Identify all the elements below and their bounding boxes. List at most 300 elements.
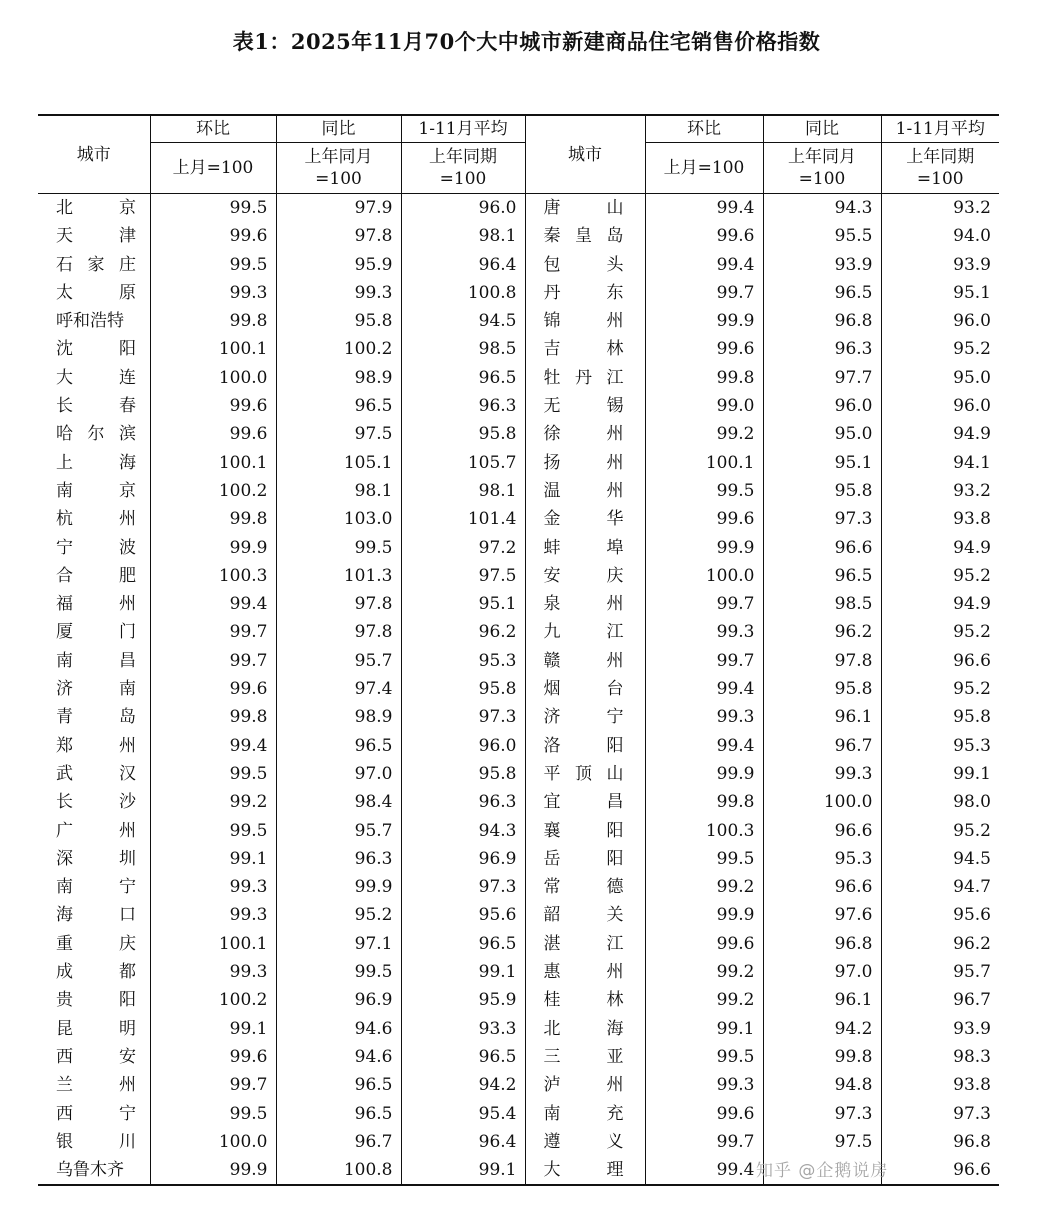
city-name: 金 华 (543, 509, 624, 530)
city-name: 安 庆 (543, 565, 624, 586)
yoy-cell: 95.7 (276, 817, 401, 845)
city-name: 海 口 (56, 905, 136, 926)
yoy-cell: 96.3 (763, 335, 881, 363)
table-row (38, 364, 999, 392)
avg-cell: 94.7 (881, 873, 999, 901)
city-name: 成 都 (56, 962, 136, 983)
yoy-cell: 95.8 (763, 675, 881, 703)
mom-cell: 100.0 (150, 364, 276, 392)
yoy-cell: 105.1 (276, 449, 401, 477)
avg-cell: 99.1 (881, 760, 999, 788)
table-row (38, 1100, 999, 1128)
city-cell (38, 335, 150, 363)
yoy-cell: 96.8 (763, 930, 881, 958)
yoy-cell: 96.9 (276, 986, 401, 1014)
avg-cell: 96.8 (881, 1128, 999, 1156)
mom-cell: 99.4 (645, 251, 763, 279)
city-name: 合 肥 (56, 565, 136, 586)
mom-cell: 99.9 (150, 534, 276, 562)
table-row (38, 901, 999, 929)
avg-cell: 97.2 (401, 534, 525, 562)
table-row (38, 647, 999, 675)
city-cell (38, 1156, 150, 1185)
city-name: 深 圳 (56, 848, 136, 869)
yoy-cell: 97.0 (276, 760, 401, 788)
city-cell (38, 986, 150, 1014)
city-cell (38, 675, 150, 703)
city-cell (525, 1015, 645, 1043)
city-name: 西 宁 (56, 1103, 136, 1124)
mom-cell: 100.3 (645, 817, 763, 845)
city-cell (38, 222, 150, 250)
avg-cell: 96.3 (401, 392, 525, 420)
yoy-cell: 96.0 (763, 392, 881, 420)
yoy-cell: 97.7 (763, 364, 881, 392)
mom-header-right: 环比 (645, 115, 763, 143)
yoy-cell: 97.4 (276, 675, 401, 703)
table-title: 表1：2025年11月70个大中城市新建商品住宅销售价格指数 (232, 29, 821, 54)
mom-cell: 99.1 (150, 1015, 276, 1043)
avg-cell: 96.2 (881, 930, 999, 958)
yoy-cell: 97.0 (763, 958, 881, 986)
watermark: 知乎 @企鹅说房 (756, 1161, 889, 1181)
avg-cell: 96.0 (401, 194, 525, 223)
city-name: 厦 门 (56, 622, 136, 643)
yoy-cell: 97.8 (763, 647, 881, 675)
avg-cell: 95.2 (881, 618, 999, 646)
yoy-cell: 99.5 (276, 534, 401, 562)
yoy-cell: 96.6 (763, 534, 881, 562)
avg-cell: 96.3 (401, 788, 525, 816)
avg-cell: 95.4 (401, 1100, 525, 1128)
city-name: 遵 义 (543, 1131, 624, 1152)
yoy-cell: 95.8 (763, 477, 881, 505)
city-cell (525, 420, 645, 448)
mom-cell: 99.5 (150, 251, 276, 279)
city-cell (38, 307, 150, 335)
mom-cell: 99.7 (150, 647, 276, 675)
yoy-base-left: 上年同月 =100 (276, 143, 401, 194)
yoy-cell: 93.9 (763, 251, 881, 279)
city-cell (38, 534, 150, 562)
avg-cell: 96.6 (881, 1156, 999, 1185)
avg-cell: 96.5 (401, 364, 525, 392)
avg-cell: 94.9 (881, 420, 999, 448)
city-cell (38, 760, 150, 788)
mom-cell: 100.3 (150, 562, 276, 590)
avg-header-right: 1-11月平均 (881, 115, 999, 143)
yoy-cell: 98.9 (276, 364, 401, 392)
mom-cell: 99.4 (645, 675, 763, 703)
avg-cell: 95.1 (881, 279, 999, 307)
city-cell (38, 647, 150, 675)
city-name: 烟 台 (543, 679, 624, 700)
mom-cell: 99.6 (150, 420, 276, 448)
avg-cell: 95.2 (881, 817, 999, 845)
yoy-cell: 94.6 (276, 1015, 401, 1043)
avg-cell: 95.3 (881, 732, 999, 760)
mom-cell: 99.6 (645, 335, 763, 363)
city-name: 长 春 (56, 396, 136, 417)
yoy-cell: 95.7 (276, 647, 401, 675)
city-name: 洛 阳 (543, 735, 624, 756)
city-name: 常 德 (543, 877, 624, 898)
city-name: 郑 州 (56, 735, 136, 756)
city-name: 南 昌 (56, 650, 136, 671)
city-name: 杭 州 (56, 509, 136, 530)
city-cell (38, 420, 150, 448)
city-cell (525, 279, 645, 307)
city-cell (525, 1156, 645, 1185)
table-row (38, 562, 999, 590)
avg-cell: 95.2 (881, 675, 999, 703)
yoy-cell: 96.5 (276, 1100, 401, 1128)
table-row (38, 222, 999, 250)
city-cell (525, 194, 645, 223)
city-cell (525, 1071, 645, 1099)
city-name: 蚌 埠 (543, 537, 624, 558)
city-name: 太 原 (56, 282, 136, 303)
mom-cell: 99.2 (150, 788, 276, 816)
city-name: 宜 昌 (543, 792, 624, 813)
avg-header-left: 1-11月平均 (401, 115, 525, 143)
yoy-cell: 96.5 (276, 1071, 401, 1099)
avg-cell: 97.3 (401, 703, 525, 731)
yoy-cell: 95.3 (763, 845, 881, 873)
city-name: 大 连 (56, 367, 136, 388)
avg-cell: 99.1 (401, 1156, 525, 1185)
avg-cell: 96.2 (401, 618, 525, 646)
city-cell (38, 505, 150, 533)
yoy-cell: 98.9 (276, 703, 401, 731)
mom-cell: 99.6 (645, 1100, 763, 1128)
city-cell (525, 732, 645, 760)
city-cell (525, 1043, 645, 1071)
city-cell (525, 222, 645, 250)
yoy-cell: 97.5 (276, 420, 401, 448)
mom-cell: 99.3 (645, 618, 763, 646)
city-name: 北 海 (543, 1018, 624, 1039)
mom-cell: 99.3 (150, 279, 276, 307)
city-cell (525, 449, 645, 477)
city-name: 赣 州 (543, 650, 624, 671)
city-name: 九 江 (543, 622, 624, 643)
city-cell (38, 901, 150, 929)
mom-cell: 99.6 (150, 222, 276, 250)
avg-base-right: 上年同期 =100 (881, 143, 999, 194)
mom-cell: 99.8 (150, 505, 276, 533)
table-row (38, 986, 999, 1014)
yoy-header-right: 同比 (763, 115, 881, 143)
mom-cell: 99.5 (150, 194, 276, 223)
avg-cell: 93.9 (881, 1015, 999, 1043)
avg-cell: 93.8 (881, 505, 999, 533)
avg-cell: 105.7 (401, 449, 525, 477)
mom-cell: 99.4 (645, 732, 763, 760)
mom-cell: 99.9 (645, 307, 763, 335)
city-cell (525, 505, 645, 533)
city-cell (38, 279, 150, 307)
table-row (38, 279, 999, 307)
city-name: 泸 州 (543, 1075, 624, 1096)
avg-cell: 96.6 (881, 647, 999, 675)
city-cell (38, 477, 150, 505)
city-name: 武 汉 (56, 763, 136, 784)
table-row (38, 1043, 999, 1071)
yoy-cell: 97.9 (276, 194, 401, 223)
table-row (38, 251, 999, 279)
yoy-base-right: 上年同月 =100 (763, 143, 881, 194)
city-cell (525, 675, 645, 703)
table-row (38, 1071, 999, 1099)
city-name: 吉 林 (543, 339, 624, 360)
yoy-cell: 94.8 (763, 1071, 881, 1099)
yoy-cell: 96.5 (763, 279, 881, 307)
city-cell (525, 364, 645, 392)
city-name: 北 京 (56, 198, 136, 218)
mom-cell: 99.2 (645, 958, 763, 986)
yoy-cell: 97.1 (276, 930, 401, 958)
mom-cell: 99.1 (150, 845, 276, 873)
avg-cell: 94.0 (881, 222, 999, 250)
city-name: 天 津 (56, 226, 136, 247)
yoy-cell: 99.8 (763, 1043, 881, 1071)
avg-cell: 97.3 (881, 1100, 999, 1128)
city-cell (525, 986, 645, 1014)
city-cell (525, 534, 645, 562)
city-cell (38, 1128, 150, 1156)
avg-cell: 96.4 (401, 251, 525, 279)
city-cell (38, 958, 150, 986)
city-cell (525, 958, 645, 986)
table-row (38, 760, 999, 788)
mom-cell: 100.0 (150, 1128, 276, 1156)
city-name: 兰 州 (56, 1075, 136, 1096)
city-name: 秦 皇 岛 (543, 226, 624, 247)
avg-cell: 95.2 (881, 562, 999, 590)
yoy-cell: 96.1 (763, 986, 881, 1014)
city-cell (38, 703, 150, 731)
city-cell (38, 732, 150, 760)
avg-cell: 94.1 (881, 449, 999, 477)
city-cell (525, 392, 645, 420)
city-cell (525, 760, 645, 788)
mom-cell: 100.0 (645, 562, 763, 590)
yoy-cell: 95.9 (276, 251, 401, 279)
city-name: 丹 东 (543, 282, 624, 303)
avg-cell: 95.6 (881, 901, 999, 929)
yoy-cell: 96.1 (763, 703, 881, 731)
table-row (38, 449, 999, 477)
table-row (38, 817, 999, 845)
table-body (38, 194, 999, 1186)
mom-cell: 99.8 (150, 703, 276, 731)
yoy-cell: 99.3 (763, 760, 881, 788)
yoy-cell: 97.3 (763, 505, 881, 533)
mom-cell: 99.7 (645, 1128, 763, 1156)
city-name: 锦 州 (543, 311, 624, 332)
city-name: 沈 阳 (56, 339, 136, 360)
avg-cell: 95.0 (881, 364, 999, 392)
mom-cell: 99.3 (150, 958, 276, 986)
avg-cell: 96.5 (401, 1043, 525, 1071)
avg-cell: 94.5 (401, 307, 525, 335)
avg-cell: 96.0 (881, 392, 999, 420)
mom-cell: 99.6 (645, 222, 763, 250)
city-name: 温 州 (543, 480, 624, 501)
city-name: 银 川 (56, 1131, 136, 1152)
city-name: 南 宁 (56, 877, 136, 898)
price-index-table (38, 114, 999, 1186)
city-cell (525, 251, 645, 279)
city-name: 济 南 (56, 679, 136, 700)
city-name: 泉 州 (543, 594, 624, 615)
city-name: 惠 州 (543, 962, 624, 983)
city-cell (525, 788, 645, 816)
yoy-cell: 97.8 (276, 618, 401, 646)
table-row (38, 392, 999, 420)
table-row (38, 505, 999, 533)
yoy-cell: 96.5 (276, 392, 401, 420)
avg-cell: 94.2 (401, 1071, 525, 1099)
yoy-cell: 100.8 (276, 1156, 401, 1185)
yoy-cell: 94.6 (276, 1043, 401, 1071)
mom-cell: 99.3 (150, 873, 276, 901)
table-row (38, 845, 999, 873)
city-name: 扬 州 (543, 452, 624, 473)
yoy-cell: 97.8 (276, 222, 401, 250)
yoy-cell: 96.5 (763, 562, 881, 590)
city-cell (38, 251, 150, 279)
mom-cell: 99.3 (645, 703, 763, 731)
mom-cell: 99.6 (150, 392, 276, 420)
city-cell (525, 1128, 645, 1156)
city-name: 岳 阳 (543, 848, 624, 869)
city-cell (38, 449, 150, 477)
city-cell (38, 364, 150, 392)
city-name: 徐 州 (543, 424, 624, 445)
city-cell (525, 307, 645, 335)
yoy-cell: 98.5 (763, 590, 881, 618)
city-cell (38, 194, 150, 223)
mom-cell: 99.5 (150, 817, 276, 845)
mom-cell: 99.8 (645, 788, 763, 816)
mom-cell: 99.7 (645, 590, 763, 618)
city-name: 平 顶 山 (543, 763, 624, 784)
city-name: 包 头 (543, 254, 624, 275)
mom-cell: 99.2 (645, 420, 763, 448)
mom-cell: 99.2 (645, 986, 763, 1014)
mom-cell: 99.4 (645, 1156, 763, 1185)
yoy-cell: 99.3 (276, 279, 401, 307)
table-row (38, 618, 999, 646)
city-name: 昆 明 (56, 1018, 136, 1039)
city-cell (38, 788, 150, 816)
table-row (38, 590, 999, 618)
yoy-cell: 96.6 (763, 873, 881, 901)
table-row (38, 703, 999, 731)
yoy-cell: 101.3 (276, 562, 401, 590)
avg-cell: 95.6 (401, 901, 525, 929)
city-cell (38, 1071, 150, 1099)
city-cell (525, 647, 645, 675)
city-cell (38, 1043, 150, 1071)
yoy-cell: 95.8 (276, 307, 401, 335)
yoy-cell: 96.7 (276, 1128, 401, 1156)
mom-cell: 99.3 (150, 901, 276, 929)
table-row (38, 194, 999, 223)
table-row (38, 675, 999, 703)
yoy-cell: 96.8 (763, 307, 881, 335)
mom-cell: 99.7 (150, 618, 276, 646)
city-cell (525, 618, 645, 646)
city-name: 大 理 (543, 1160, 624, 1181)
avg-cell: 95.3 (401, 647, 525, 675)
avg-cell: 97.5 (401, 562, 525, 590)
city-cell (38, 873, 150, 901)
table-row (38, 873, 999, 901)
mom-cell: 99.7 (150, 1071, 276, 1099)
yoy-cell: 97.6 (763, 901, 881, 929)
table-row (38, 788, 999, 816)
city-name: 南 京 (56, 480, 136, 501)
avg-cell: 101.4 (401, 505, 525, 533)
yoy-cell: 100.0 (763, 788, 881, 816)
table-row (38, 420, 999, 448)
yoy-cell: 96.5 (276, 732, 401, 760)
city-name: 重 庆 (56, 933, 136, 954)
city-name: 南 充 (543, 1103, 624, 1124)
avg-cell: 96.0 (401, 732, 525, 760)
avg-cell: 94.9 (881, 590, 999, 618)
city-name: 福 州 (56, 594, 136, 615)
mom-cell: 99.4 (150, 732, 276, 760)
yoy-cell: 95.2 (276, 901, 401, 929)
table-row (38, 1015, 999, 1043)
city-cell (38, 1100, 150, 1128)
avg-cell: 94.3 (401, 817, 525, 845)
city-cell (525, 590, 645, 618)
avg-cell: 95.9 (401, 986, 525, 1014)
yoy-cell: 96.2 (763, 618, 881, 646)
city-name: 济 宁 (543, 707, 624, 728)
avg-cell: 94.5 (881, 845, 999, 873)
mom-cell: 99.5 (645, 845, 763, 873)
city-name: 哈 尔 滨 (56, 424, 136, 445)
avg-cell: 100.8 (401, 279, 525, 307)
avg-cell: 96.9 (401, 845, 525, 873)
yoy-cell: 99.5 (276, 958, 401, 986)
city-name: 贵 阳 (56, 990, 136, 1011)
yoy-cell: 95.1 (763, 449, 881, 477)
mom-cell: 99.5 (150, 760, 276, 788)
table-row (38, 477, 999, 505)
mom-cell: 100.1 (150, 449, 276, 477)
table-row (38, 534, 999, 562)
avg-cell: 95.2 (881, 335, 999, 363)
city-header-right: 城市 (525, 115, 645, 194)
mom-cell: 100.1 (150, 930, 276, 958)
city-cell (38, 845, 150, 873)
avg-cell: 96.7 (881, 986, 999, 1014)
yoy-cell: 97.5 (763, 1128, 881, 1156)
city-cell (525, 562, 645, 590)
mom-cell: 100.1 (645, 449, 763, 477)
city-name: 石 家 庄 (56, 254, 136, 275)
mom-cell: 99.7 (645, 279, 763, 307)
avg-cell: 93.3 (401, 1015, 525, 1043)
avg-cell: 93.8 (881, 1071, 999, 1099)
